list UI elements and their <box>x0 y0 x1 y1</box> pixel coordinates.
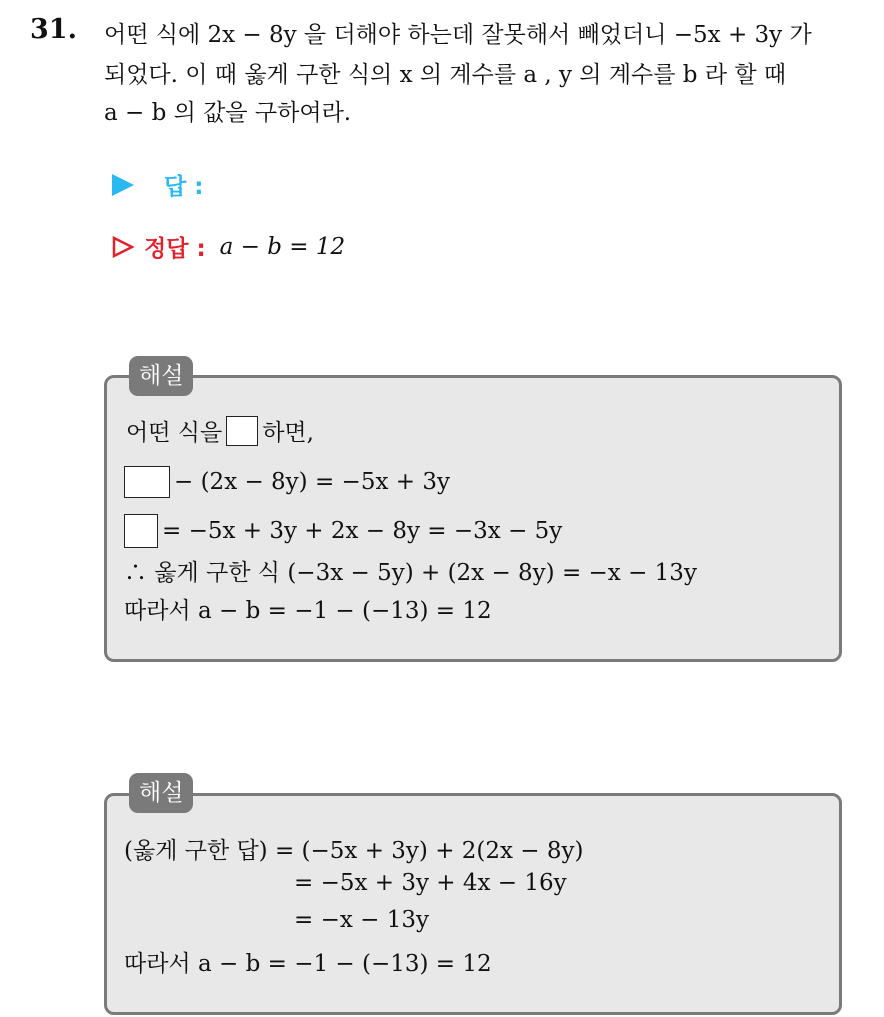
blank-square <box>124 514 158 548</box>
solution1-line-2-text: − (2x − 8y) = −5x + 3y <box>174 469 450 495</box>
question-line-3: a − b 의 값을 구하여라. <box>104 100 352 126</box>
solution2-line-2: = −5x + 3y + 4x − 16y <box>294 870 567 896</box>
answer-label: 답 : <box>164 174 204 200</box>
correct-answer-row <box>112 230 345 263</box>
solution1-line-3 <box>124 514 562 548</box>
blank-square <box>124 466 170 498</box>
solution1-line-2 <box>124 466 450 498</box>
correct-answer-label: 정답 : <box>144 236 206 262</box>
solution-box-2 <box>104 793 842 1015</box>
solution1-line-1-text-b: 하면, <box>262 420 314 446</box>
solution2-line-3: = −x − 13y <box>294 907 429 933</box>
solution-tab-1: 해설 <box>129 356 193 396</box>
solution2-line-4: 따라서 a − b = −1 − (−13) = 12 <box>124 951 492 977</box>
play-triangle-icon <box>112 174 134 196</box>
solution2-line-1: (옳게 구한 답) = (−5x + 3y) + 2(2x − 8y) <box>124 838 584 864</box>
question-line-1: 어떤 식에 2x − 8y 을 더해야 하는데 잘못해서 빼었더니 −5x + 3y 가 <box>104 22 812 48</box>
outline-triangle-icon <box>112 236 134 258</box>
correct-answer-value: a − b = 12 <box>219 233 346 260</box>
question-line-2: 되었다. 이 때 옳게 구한 식의 x 의 계수를 a , y 의 계수를 b 라 할 때 <box>104 62 787 88</box>
solution1-line-3-text: = −5x + 3y + 2x − 8y = −3x − 5y <box>162 518 563 544</box>
question-number: 31. <box>30 14 77 45</box>
solution-tab-2: 해설 <box>129 773 193 813</box>
solution1-line-4: ∴ 옳게 구한 식 (−3x − 5y) + (2x − 8y) = −x − 13y <box>124 560 697 586</box>
solution1-line-1-text-a: 어떤 식을 <box>126 420 223 446</box>
answer-blank-row <box>112 168 203 201</box>
blank-square <box>226 416 258 446</box>
solution1-line-1 <box>126 414 314 447</box>
solution1-line-5: 따라서 a − b = −1 − (−13) = 12 <box>124 598 492 624</box>
